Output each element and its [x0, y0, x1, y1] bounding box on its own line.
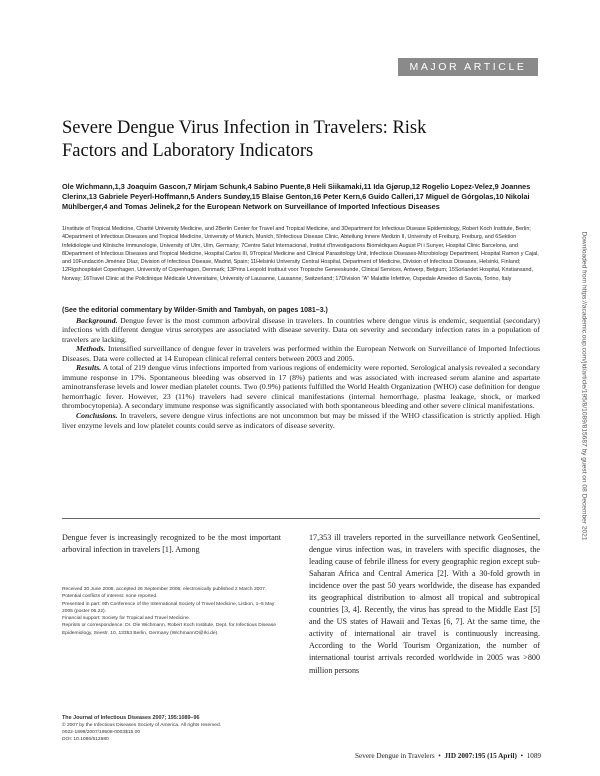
support-note: Financial support: Society for Tropical and Travel Medicine. [62, 616, 191, 622]
article-title: Severe Dengue Virus Infection in Travelers: Risk Factors and Laboratory Indicators [62, 118, 427, 161]
doi: DOI: 10.1086/512680 [62, 737, 109, 742]
background-text: Dengue fever is the most common arboviral disease in travelers. In countries where dengue virus is endemic, sequential (secondary) infections with different dengue virus serotypes are associated with disease severity. Data on severity and secondary infection rates in a population of travelers are lacking. [62, 315, 540, 344]
running-title: Severe Dengue in Travelers [355, 752, 435, 760]
abstract-background [62, 316, 540, 345]
methods-label: Methods. [76, 344, 106, 354]
conclusions-text: In travelers, severe dengue virus infections are not uncommon but may be missed if the WHO classification is strictly applied. High liver enzyme levels and low platelet counts could serve as indicators of disease severity. [62, 411, 541, 430]
abstract-divider [62, 518, 540, 519]
conflicts-note: Potential conflicts of interest: none reported. [62, 594, 158, 600]
background-label: Background. [76, 315, 118, 325]
conclusions-label: Conclusions. [76, 411, 118, 421]
page-number: 1089 [526, 752, 541, 760]
received-note: Received 30 June 2006; accepted 26 September 2006; electronically published 2 March 2007. [62, 587, 267, 592]
issn: 0022-1899/2007/19508-0003$15.00 [62, 730, 141, 735]
download-note: Downloaded from https://academic.oup.com/jid/article/195/8/1089/815687 by guest on 08 December 2021 [580, 231, 587, 541]
results-text: A total of 219 dengue virus infections imported from various regions of endemicity were reported. Serological analysis revealed a secondary immune response in 17%. Spontaneous bleeding was observed in 17 (8%) patients and was associated with increased serum alanine and aspartate aminotransferase levels and lower median platelet counts. Two (0.9%) patients fulfilled the World Health Organization (WHO) case definition for dengue hemorrhagic fever. However, 23 (11%) travelers had severe clinical manifestations (internal hemorrhage, plasma leakage, shock, or marked thrombocytopenia). A secondary immune response was significantly associated with both spontaneous bleeding and other severe clinical manifestations. [62, 363, 540, 411]
journal-abbrev: JID 2007:195 (15 April) [444, 752, 517, 760]
page-footer: Severe Dengue in Travelers • JID 2007:195 (15 April) • 1089 [355, 752, 541, 760]
download-sidebar [579, 106, 588, 666]
journal-citation: The Journal of Infectious Diseases 2007; 195:1089–96 [62, 715, 200, 721]
abstract [62, 306, 540, 430]
article-notes [62, 586, 281, 637]
abstract-conclusions [62, 411, 540, 430]
body-column-left [62, 532, 281, 556]
abstract-methods [62, 344, 540, 363]
article-type-banner: MAJOR ARTICLE [398, 58, 538, 76]
editorial-commentary-note: (See the editorial commentary by Wilder-Smith and Tambyah, on pages 1081–3.) [62, 307, 328, 314]
affiliations: 1Institute of Tropical Medicine, Charité University Medicine, and 2Berlin Center for Travel and Tropical Medicine, and 3Department for Infectious Disease Epidemiology, Robert Koch Institute, Berlin; 4Department of Infectious Diseases and Tropical Medicine, University of Munich, Munich, 5Infectious Disease Clinic, Abteilung Innere Medizin II, University of Freiburg, Freiburg, and 6Sektion Infektiologie und Klinische Immunologie, University of Ulm, Ulm, Germany; 7Centre Salut Internacional, Institut d'Investigacions Biomèdiques August Pi i Sunyer, Hospital Clinic Barcelona, and 8Department of Infectious Diseases and Tropical Medicine, Hospital Carlos III, 9Tropical Medicine and Clinical Parasitology Unit, Infectious Diseases-Microbiology Department, Hospital Ramon y Cajal, and 10Fundación Jiménez Díaz, Division of Infectious Disease, Madrid, Spain; 11Helsinki University Central Hospital, Department of Medicine, Division of Infectious Diseases, Helsinki, Finland; 12Rigshospitalet Copenhagen, University of Copenhagen, Denmark; 13Prins Leopold Instituut voor Tropische Geneeskunde, Clinical Services, Antwerp, Belgium; 15Sorlandet Hospital, Kristiansand, Norway; 16Travel Clinic at the Policlinique Médicale Universitaire, University of Lausanne, Lausanne, Switzerland; 17Division "A" Malattie Infettive, Ospedale Amedeo di Savoia, Torino, Italy [62, 226, 539, 282]
body-paragraph: 17,353 ill travelers reported in the surveillance network GeoSentinel, dengue virus infection was, in travelers with specific diagnoses, the leading cause of febrile illness for every geographic region except sub-Saharan Africa and Central America [2]. With a 30-fold growth in incidence over the past 50 years worldwide, the disease has expanded its geographical distribution to almost all tropical and subtropical countries [3, 4]. Recently, the virus has spread to the Middle East [5] and the US states of Hawaii and Texas [6, 7]. At the same time, the activity of international air travel is continuously increasing. According to the World Tourism Organization, the number of international tourist arrivals recorded worldwide in 2005 was >800 million persons [309, 533, 540, 675]
presented-note: Presented in part: 9th Conference of the International Society of Travel Medicine, Lisbon, 1–5 May 2005 (poster 06.22). [62, 601, 275, 614]
intro-paragraph: Dengue fever is increasingly recognized to be the most important arboviral infection in travelers [1]. Among [62, 533, 281, 555]
reprints-note: Reprints or correspondence: Dr. Ole Wichmann, Robert Koch Institute, Dept. for Infectious Disease Epidemiology, Seestr. 10, 13353 Berlin, Germany (WichmannO@rki.de). [62, 623, 276, 636]
copyright: © 2007 by the Infectious Diseases Society of America. All rights reserved. [62, 723, 222, 728]
journal-info [62, 715, 281, 743]
abstract-results [62, 363, 540, 411]
body-column-right [309, 532, 540, 677]
results-label: Results. [76, 363, 102, 373]
methods-text: Intensified surveillance of dengue fever in travelers was performed within the European Network on Surveillance of Imported Infectious Diseases. Data were collected at 14 European clinical referral centers between 2003 and 2005. [62, 344, 541, 363]
author-list: Ole Wichmann,1,3 Joaquim Gascon,7 Mirjam Schunk,4 Sabino Puente,8 Heli Siikamaki,11 Ida Gjørup,12 Rogelio Lopez-Velez,9 Joannes Clerinx,13 Gabriele Peyerl-Hoffmann,5 Anders Sundøy,15 Blaise Genton,16 Peter Kern,6 Guido Calleri,17 Miguel de Górgolas,10 Nikolai Mühlberger,4 and Tomas Jelinek,2 for the European Network on Surveillance of Imported Infectious Diseases [62, 182, 531, 211]
